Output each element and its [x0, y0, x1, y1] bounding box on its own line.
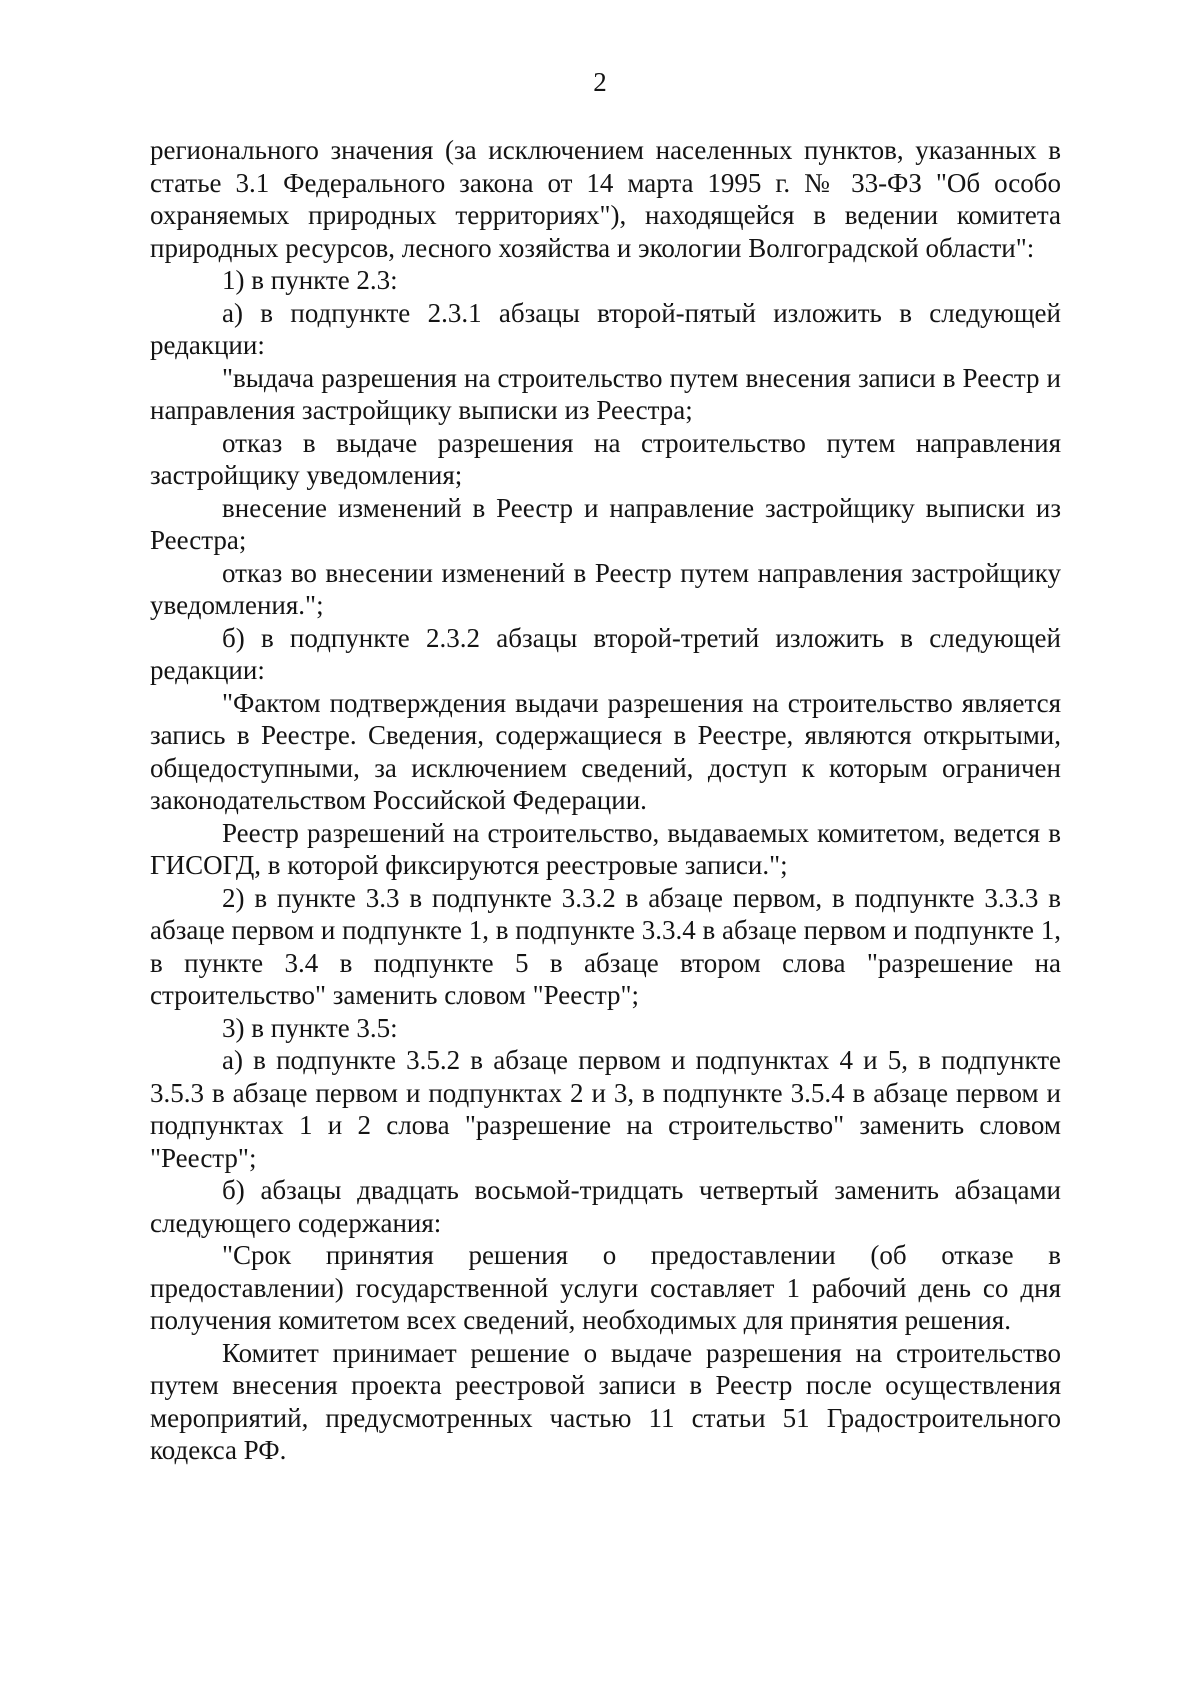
paragraph: "Фактом подтверждения выдачи разрешения на строительство является запись в Реестре. Сведения, содержащиеся в Реестре, являются открытыми, общедоступными, за исключением сведений, доступ к которым ограничен законодательством Российской Федерации. [150, 687, 1061, 815]
paragraph: регионального значения (за исключением населенных пунктов, указанных в статье 3.1 Федерального закона от 14 марта 1995 г. № 33-ФЗ "Об особо охраняемых природных территориях"), находящейся в ведении комитета природных ресурсов, лесного хозяйства и экологии Волгоградской области": [150, 135, 1061, 263]
paragraph: Комитет принимает решение о выдаче разрешения на строительство путем внесения проекта реестровой записи в Реестр после осуществления мероприятий, предусмотренных частью 11 статьи 51 Градостроительного кодекса РФ. [150, 1337, 1061, 1465]
paragraph: б) в подпункте 2.3.2 абзацы второй-третий изложить в следующей редакции: [150, 622, 1061, 685]
document-body [150, 134, 1061, 1467]
paragraph: а) в подпункте 2.3.1 абзацы второй-пятый изложить в следующей редакции: [150, 297, 1061, 360]
paragraph: 1) в пункте 2.3: [222, 265, 398, 295]
paragraph: а) в подпункте 3.5.2 в абзаце первом и подпунктах 4 и 5, в подпункте 3.5.3 в абзаце первом и подпунктах 2 и 3, в подпункте 3.5.4 в абзаце первом и подпунктах 1 и 2 слова "разрешение на строительство" заменить словом "Реестр"; [150, 1045, 1061, 1173]
paragraph: 2) в пункте 3.3 в подпункте 3.3.2 в абзаце первом, в подпункте 3.3.3 в абзаце первом и подпункте 1, в подпункте 3.3.4 в абзаце первом и подпункте 1, в пункте 3.4 в подпункте 5 в абзаце втором слова "разрешение на строительство" заменить словом "Реестр"; [150, 882, 1061, 1010]
paragraph: отказ в выдаче разрешения на строительство путем направления застройщику уведомления; [150, 427, 1061, 490]
paragraph: "выдача разрешения на строительство путем внесения записи в Реестр и направления застройщику выписки из Реестра; [150, 362, 1061, 425]
paragraph: 3) в пункте 3.5: [222, 1012, 398, 1043]
paragraph: "Срок принятия решения о предоставлении (об отказе в предоставлении) государственной услуги составляет 1 рабочий день со дня получения комитетом всех сведений, необходимых для принятия решения. [150, 1240, 1061, 1335]
paragraph: отказ во внесении изменений в Реестр путем направления застройщику уведомления."; [150, 557, 1061, 620]
page-number: 2 [593, 67, 607, 97]
paragraph: внесение изменений в Реестр и направление застройщику выписки из Реестра; [150, 492, 1061, 555]
paragraph: Реестр разрешений на строительство, выдаваемых комитетом, ведется в ГИСОГД, в которой фиксируются реестровые записи."; [150, 817, 1061, 880]
paragraph: б) абзацы двадцать восьмой-тридцать четвертый заменить абзацами следующего содержания: [150, 1175, 1061, 1238]
